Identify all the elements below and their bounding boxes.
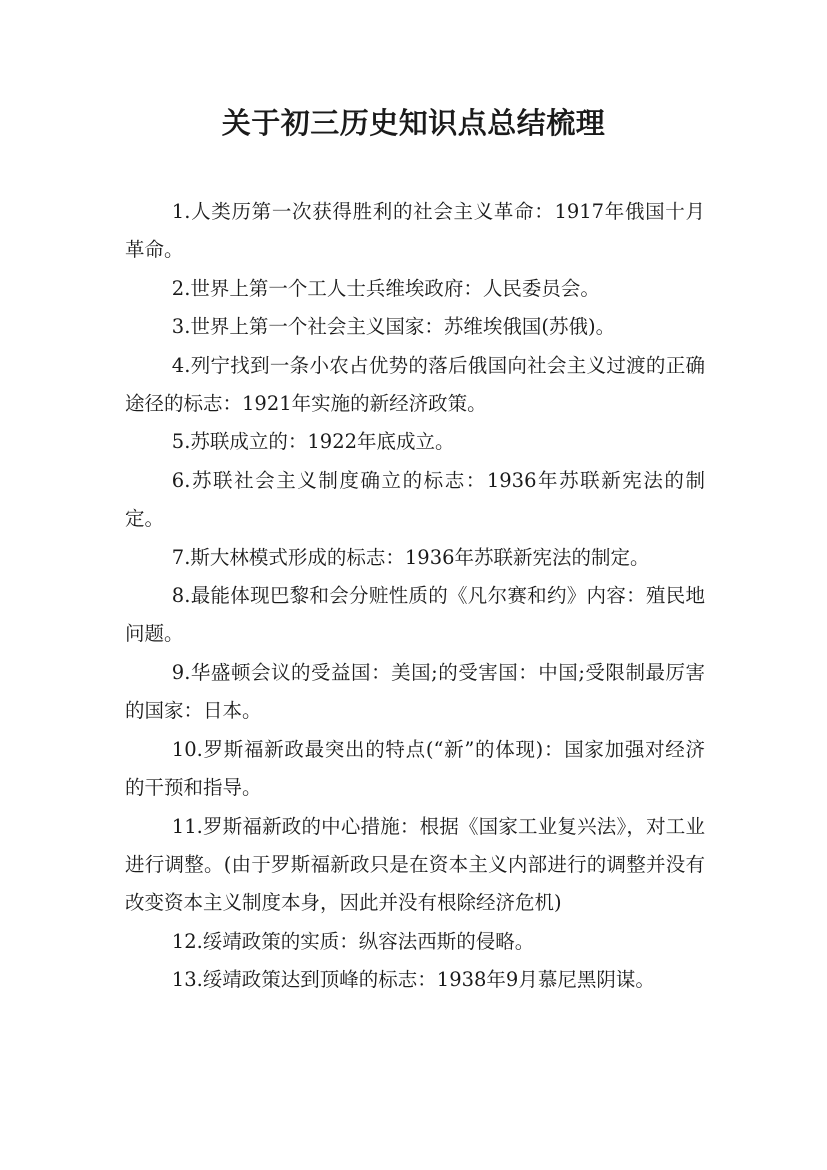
paragraph-10: 10.罗斯福新政最突出的特点(“新”的体现)：国家加强对经济的干预和指导。 (125, 737, 705, 800)
paragraph-9: 9.华盛顿会议的受益国：美国;的受害国：中国;受限制最厉害的国家：日本。 (125, 660, 705, 723)
paragraph-11: 11.罗斯福新政的中心措施：根据《国家工业复兴法》，对工业进行调整。(由于罗斯福新政只是在资本主义内部进行的调整并没有改变资本主义制度本身，因此并没有根除经济危机) (125, 814, 705, 915)
paragraph-4: 4.列宁找到一条小农占优势的落后俄国向社会主义过渡的正确途径的标志：1921年实施的新经济政策。 (125, 353, 705, 416)
paragraph-5: 5.苏联成立的：1922年底成立。 (171, 430, 455, 454)
paragraph-12: 12.绥靖政策的实质：纵容法西斯的侵略。 (171, 929, 535, 953)
paragraph-3: 3.世界上第一个社会主义国家：苏维埃俄国(苏俄)。 (171, 315, 616, 339)
paragraph-6: 6.苏联社会主义制度确立的标志：1936年苏联新宪法的制定。 (125, 468, 705, 531)
document-title: 关于初三历史知识点总结梳理 (221, 106, 606, 140)
paragraph-1: 1.人类历第一次获得胜利的社会主义革命：1917年俄国十月革命。 (125, 200, 705, 262)
document-body (125, 193, 705, 1000)
paragraph-7: 7.斯大林模式形成的标志：1936年苏联新宪法的制定。 (171, 545, 650, 569)
paragraph-13: 13.绥靖政策达到顶峰的标志：1938年9月慕尼黑阴谋。 (171, 968, 655, 992)
paragraph-2: 2.世界上第一个工人士兵维埃政府：人民委员会。 (171, 276, 600, 300)
paragraph-8: 8.最能体现巴黎和会分赃性质的《凡尔赛和约》内容：殖民地问题。 (125, 584, 705, 646)
